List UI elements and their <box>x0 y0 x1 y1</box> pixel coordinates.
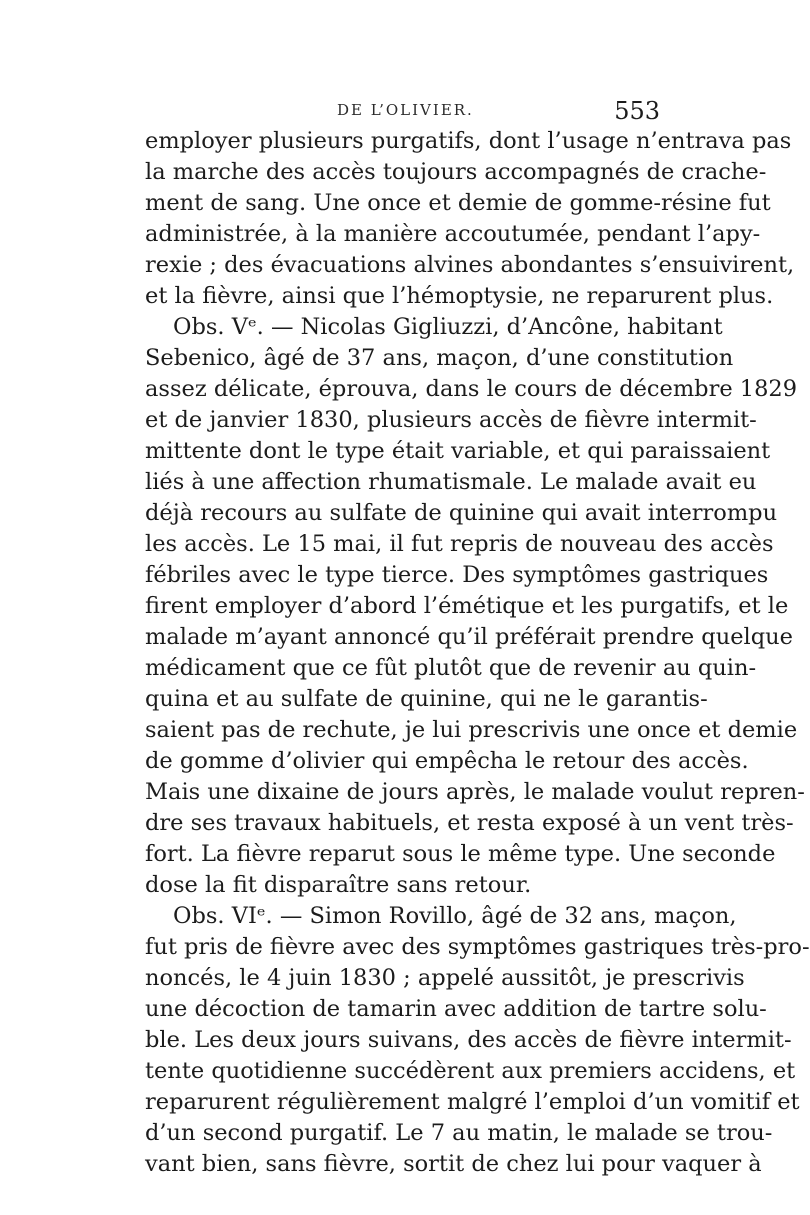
text-line: de gomme d’olivier qui empêcha le retour des accès. <box>145 748 749 774</box>
text-line: dre ses travaux habituels, et resta exposé à un vent très- <box>145 810 794 836</box>
text-line: une décoction de tamarin avec addition de tartre solu- <box>145 996 767 1022</box>
text-line: assez délicate, éprouva, dans le cours de décembre 1829 <box>145 376 798 402</box>
text-line: noncés, le 4 juin 1830 ; appelé aussitôt, je prescrivis <box>145 965 745 991</box>
text-line: fort. La fièvre reparut sous le même type. Une seconde <box>145 841 776 867</box>
text-line: les accès. Le 15 mai, il fut repris de nouveau des accès <box>145 531 774 557</box>
body-text <box>145 126 810 1180</box>
text-line: rexie ; des évacuations alvines abondantes s’ensuivirent, <box>145 252 795 278</box>
text-line: et de janvier 1830, plusieurs accès de fièvre intermit- <box>145 407 757 433</box>
text-line: déjà recours au sulfate de quinine qui avait interrompu <box>145 500 778 526</box>
text-line: dose la fit disparaître sans retour. <box>145 872 532 898</box>
page-number: 553 <box>614 97 660 125</box>
text-line: d’un second purgatif. Le 7 au matin, le malade se trou- <box>145 1120 773 1146</box>
text-line: tente quotidienne succédèrent aux premiers accidens, et <box>145 1058 796 1084</box>
text-line: et la fièvre, ainsi que l’hémoptysie, ne reparurent plus. <box>145 283 774 309</box>
text-line: ble. Les deux jours suivans, des accès de fièvre intermit- <box>145 1027 792 1053</box>
running-title: DE L’OLIVIER. <box>337 101 474 119</box>
text-line: la marche des accès toujours accompagnés de crache- <box>145 159 767 185</box>
text-line: firent employer d’abord l’émétique et les purgatifs, et le <box>145 593 789 619</box>
text-line: saient pas de rechute, je lui prescrivis une once et demie <box>145 717 798 743</box>
text-line: administrée, à la manière accoutumée, pendant l’apy- <box>145 221 761 247</box>
text-line: Sebenico, âgé de 37 ans, maçon, d’une constitution <box>145 345 734 371</box>
text-line: mittente dont le type était variable, et qui paraissaient <box>145 438 771 464</box>
text-line: employer plusieurs purgatifs, dont l’usage n’entrava pas <box>145 128 792 154</box>
text-line: vant bien, sans fièvre, sortit de chez lui pour vaquer à <box>145 1151 762 1177</box>
text-line: fut pris de fièvre avec des symptômes gastriques très-pro- <box>145 934 810 960</box>
text-line: quina et au sulfate de quinine, qui ne le garantis- <box>145 686 708 712</box>
observation-heading-line: Obs. VIᵉ. — Simon Rovillo, âgé de 32 ans, maçon, <box>173 903 737 929</box>
text-line: Mais une dixaine de jours après, le malade voulut repren- <box>145 779 805 805</box>
text-line: liés à une affection rhumatismale. Le malade avait eu <box>145 469 757 495</box>
text-line: fébriles avec le type tierce. Des symptômes gastriques <box>145 562 769 588</box>
text-line: ment de sang. Une once et demie de gomme-résine fut <box>145 190 771 216</box>
text-line: malade m’ayant annoncé qu’il préférait prendre quelque <box>145 624 793 650</box>
text-line: médicament que ce fût plutôt que de revenir au quin- <box>145 655 757 681</box>
text-line: reparurent régulièrement malgré l’emploi d’un vomitif et <box>145 1089 800 1115</box>
observation-heading-line: Obs. Vᵉ. — Nicolas Gigliuzzi, d’Ancône, habitant <box>173 314 723 340</box>
